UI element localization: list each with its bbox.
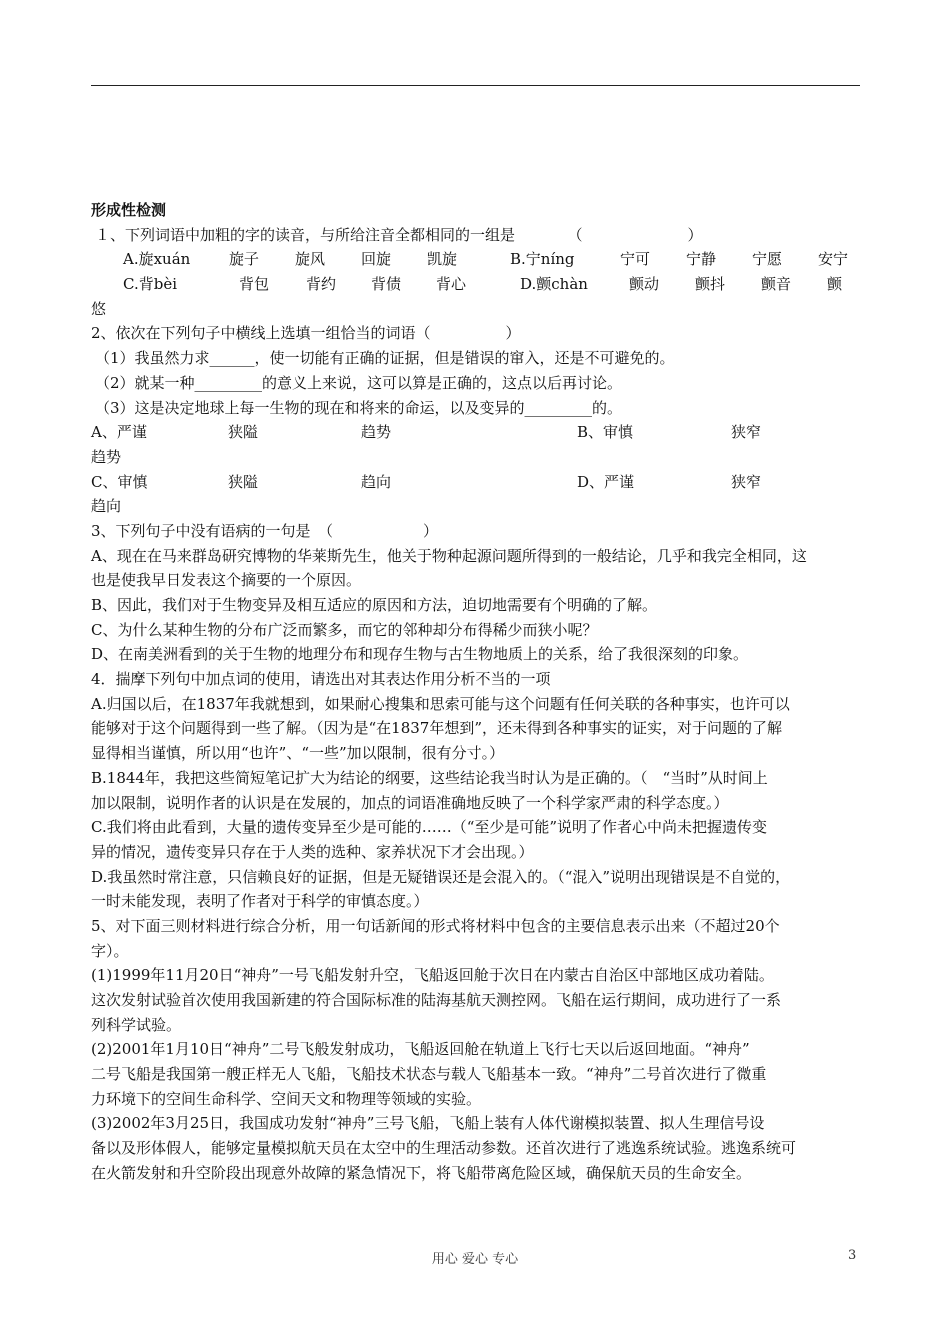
q2-word: 狭窄 <box>731 472 762 491</box>
q3-option-a-cont: 也是使我早日发表这个摘要的一个原因。 <box>91 571 362 590</box>
footer-slogan: 用心 爱心 专心 <box>431 1252 519 1267</box>
q2-opt-b: B、审慎 <box>577 423 634 442</box>
q1-word: 颤音 <box>761 275 792 294</box>
q2-word: 狭窄 <box>731 423 762 442</box>
header-rule <box>91 85 860 86</box>
page-number: 3 <box>848 1248 857 1263</box>
q2-word: 趋向 <box>361 472 392 491</box>
q5-stem: 5、对下面三则材料进行综合分析，用一句话新闻的形式将材料中包含的主要信息表示出来（不超过20个 <box>91 916 780 935</box>
q1-word: 安宁 <box>818 250 849 269</box>
q2-sentence-1: （1）我虽然力求______，使一切能有正确的证据，但是错误的窜入，还是不可避免的。 <box>95 349 675 368</box>
q3-option-d: D、在南美洲看到的关于生物的地理分布和现存生物与古生物地质上的关系，给了我很深刻的印象。 <box>91 645 749 664</box>
q1-word: 背心 <box>436 275 467 294</box>
q1-word: 颤 <box>827 275 843 294</box>
q1-opt-a: A.旋xuán <box>123 250 191 269</box>
q1-opt-d: D.颤chàn <box>520 275 588 294</box>
q2-wrap-d: 趋向 <box>91 497 122 516</box>
q1-word: 颤抖 <box>695 275 726 294</box>
q4-stem: 4．揣摩下列句中加点词的使用，请选出对其表达作用分析不当的一项 <box>91 670 551 689</box>
q1-word: 颤动 <box>629 275 660 294</box>
q5-material-3-cont: 在火箭发射和升空阶段出现意外故障的紧急情况下，将飞船带离危险区域，确保航天员的生命安全。 <box>91 1163 752 1182</box>
q1-word: 背约 <box>306 275 337 294</box>
q2-word: 狭隘 <box>228 423 259 442</box>
q2-wrap-b: 趋势 <box>91 447 122 466</box>
q4-option-d-cont: 一时未能发现，表明了作者对于科学的审慎态度。） <box>91 892 429 911</box>
section-title: 形成性检测 <box>91 201 167 219</box>
q4-option-c: C.我们将由此看到，大量的遗传变异至少是可能的……（“至少是可能”说明了作者心中尚未把握遗传变 <box>91 818 768 837</box>
q2-options-cd <box>91 470 863 495</box>
q3-option-c: C、为什么某种生物的分布广泛而繁多，而它的邻种却分布得稀少而狭小呢？ <box>91 620 598 639</box>
q5-material-2-cont: 力环境下的空间生命科学、空间天文和物理等领域的实验。 <box>91 1089 482 1108</box>
q1-word: 宁可 <box>620 250 651 269</box>
q4-option-c-cont: 异的情况，遗传变异只存在于人类的选种、家养状况下才会出现。） <box>91 842 534 861</box>
q2-opt-c: C、审慎 <box>91 472 148 491</box>
q5-material-2: (2)2001年1月10日“神舟”二号飞般发射成功，飞船返回舱在轨道上飞行七天以后返回地面。“神舟” <box>91 1040 750 1059</box>
q2-stem: 2、依次在下列句子中横线上选填一组恰当的词语（ ） <box>91 324 521 343</box>
q4-option-d: D.我虽然时常注意，只信赖良好的证据，但是无疑错误还是会混入的。（“混入”说明出现错误是不自觉的， <box>91 867 791 886</box>
q4-option-a-cont: 能够对于这个问题得到一些了解。（因为是“在1837年想到”，还未得到各种事实的证实，对于问题的了解 <box>91 719 783 738</box>
q1-options-row2 <box>91 272 863 297</box>
q1-wrap: 悠 <box>91 299 107 318</box>
q5-material-3-cont: 备以及形体假人，能够定量模拟航天员在太空中的生理活动参数。还首次进行了逃逸系统试验。逃逸系统可 <box>91 1139 797 1158</box>
q2-sentence-3: （3）这是决定地球上每一生物的现在和将来的命运，以及变异的_________的。 <box>95 398 623 417</box>
q5-material-1-cont: 列科学试验。 <box>91 1015 182 1034</box>
q3-stem: 3、下列句子中没有语病的一句是 （ ） <box>91 521 439 540</box>
q2-sentence-2: （2）就某一种_________的意义上来说，这可以算是正确的，这点以后再讨论。 <box>95 373 623 392</box>
q4-option-a-cont: 显得相当谨慎，所以用“也许”、“一些”加以限制，很有分寸。） <box>91 744 505 763</box>
q4-option-a: A.归国以后，在1837年我就想到，如果耐心搜集和思索可能与这个问题有任何关联的各种事实，也许可以 <box>91 694 790 713</box>
document-body <box>91 198 863 1186</box>
q1-word: 宁愿 <box>752 250 783 269</box>
q1-opt-b: B.宁níng <box>510 250 575 269</box>
q2-word: 趋势 <box>361 423 392 442</box>
q3-option-b: B、因此，我们对于生物变异及相互适应的原因和方法，迫切地需要有个明确的了解。 <box>91 596 658 614</box>
q5-material-1: (1)1999年11月20日“神舟”一号飞船发射升空，飞船返回舱于次日在内蒙古自治区中部地区成功着陆。 <box>91 966 774 985</box>
q4-option-b: B.1844年，我把这些简短笔记扩大为结论的纲要，这些结论我当时认为是正确的。（ “当时”从时间上 <box>91 768 768 787</box>
q1-word: 旋风 <box>295 250 326 269</box>
q2-options-ab <box>91 420 863 445</box>
q1-word: 宁静 <box>686 250 717 269</box>
q1-word: 旋子 <box>229 250 260 269</box>
q5-material-1-cont: 这次发射试验首次使用我国新建的符合国际标准的陆海基航天测控网。飞船在运行期间，成功进行了一系 <box>91 991 782 1009</box>
q2-opt-a: A、严谨 <box>91 423 147 442</box>
q2-opt-d: D、严谨 <box>577 472 635 491</box>
q1-word: 背包 <box>239 275 270 294</box>
q1-stem: １、下列词语中加粗的字的读音，与所给注音全都相同的一组是 （ ） <box>95 225 703 244</box>
q1-options-row1 <box>91 247 863 272</box>
q4-option-b-cont: 加以限制，说明作者的认识是在发展的，加点的词语准确地反映了一个科学家严肃的科学态度。） <box>91 793 729 812</box>
q5-material-2-cont: 二号飞船是我国第一艘正样无人飞船，飞船技术状态与载人飞船基本一致。“神舟”二号首次进行了微重 <box>91 1065 767 1084</box>
q1-word: 凯旋 <box>427 250 458 269</box>
q2-word: 狭隘 <box>228 472 259 491</box>
q1-word: 回旋 <box>361 250 392 269</box>
q5-material-3: (3)2002年3月25日，我国成功发射“神舟”三号飞船，飞船上装有人体代谢模拟装置、拟人生理信号设 <box>91 1114 765 1133</box>
q3-option-a: A、现在在马来群岛研究博物的华莱斯先生，他关于物种起源问题所得到的一般结论，几乎和我完全相同，这 <box>91 546 807 565</box>
q1-opt-c: C.背bèi <box>123 275 177 294</box>
q1-word: 背债 <box>371 275 402 294</box>
q5-stem-cont: 字）。 <box>91 941 129 960</box>
